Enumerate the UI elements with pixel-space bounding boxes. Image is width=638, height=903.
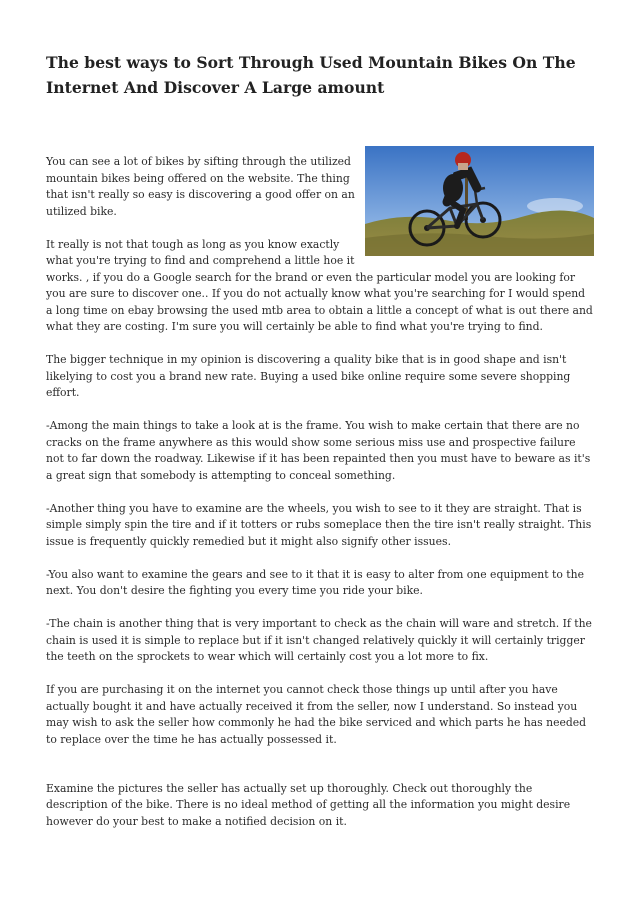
article-body bbox=[46, 154, 594, 847]
paragraph-5: -Another thing you have to examine are the wheels, you wish to see to it they are straight. That is simple simply spin the tire and if it totters or rubs someplace then the tire isn't really straight. This issue is frequently quickly remedied but it might also signify other issues. bbox=[46, 501, 592, 548]
paragraph-9: Examine the pictures the seller has actually set up thoroughly. Check out thoroughly the description of the bike. There is no ideal method of getting all the information you might desire however do your best to make a notified decision on it. bbox=[46, 781, 571, 828]
paragraph-6: -You also want to examine the gears and see to it that it is easy to alter from one equipment to the next. You don't desire the fighting you every time you ride your bike. bbox=[46, 567, 584, 597]
paragraph-2: It really is not that tough as long as you know exactly what you're trying to find and comprehend a little hoe it works. , if you do a Google search for the brand or even the particular model you are looking for you are sure to discover one.. If you do not actually know what you're searching for I would spend a long time on ebay browsing the used mtb area to obtain a little a concept of what is out there and what they are costing. I'm sure you will certainly be able to find what you're trying to find. bbox=[46, 237, 593, 333]
paragraph-gap bbox=[46, 765, 594, 781]
paragraph-8: If you are purchasing it on the internet you cannot check those things up until after you have actually bought it and have actually received it from the seller, now I understand. So instead you may wish to ask the seller how commonly he had the bike serviced and which parts he has needed to replace over the time he has actually possessed it. bbox=[46, 683, 587, 746]
mountain-biker-photo bbox=[365, 146, 594, 256]
paragraph-1: You can see a lot of bikes by sifting through the utilized mountain bikes being offered on the website. The thing that isn't really so easy is discovering a good offer on an utilized bike. bbox=[46, 155, 355, 218]
paragraph-4: -Among the main things to take a look at is the frame. You wish to make certain that there are no cracks on the frame anywhere as this would show some serious miss use and prospective failure not to far down the roadway. Likewise if it has been repainted then you must have to beware as it's a great sign that somebody is attempting to conceal something. bbox=[46, 419, 591, 482]
paragraph-3: The bigger technique in my opinion is discovering a quality bike that is in good shape and isn't likelying to cost you a brand new rate. Buying a used bike online require some severe shopping effort. bbox=[46, 353, 571, 399]
bike-photo-illustration bbox=[365, 146, 594, 256]
page-title: The best ways to Sort Through Used Mountain Bikes On The Internet And Discover A Large amount bbox=[46, 53, 576, 97]
paragraph-7: -The chain is another thing that is very important to check as the chain will ware and stretch. If the chain is used it is simple to replace but if it isn't changed relatively quickly it will certainly trigger the teeth on the sprockets to wear which will certainly cost you a lot more to fix. bbox=[46, 617, 592, 663]
